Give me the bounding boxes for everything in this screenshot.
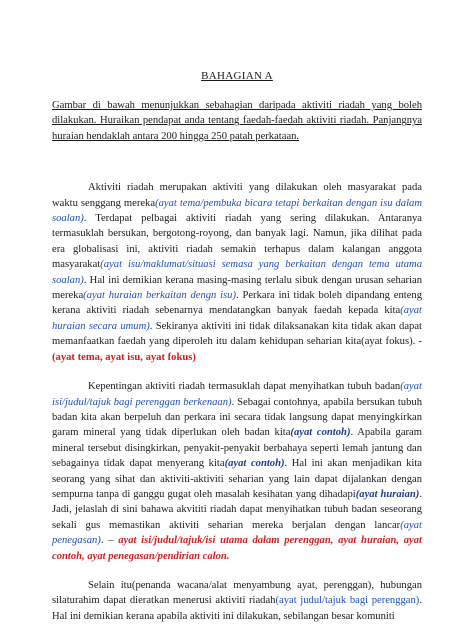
intro-text-5: . Sekiranya aktiviti ini tidak dilaksanakan kita tidak akan dapat memanfaatkan faedah yang diperoleh itu dalam kehidupan seharian kita(ayat fokus). - xyxy=(52,320,423,348)
section-heading: BAHAGIAN A xyxy=(201,70,273,82)
intro-note-3: (ayat huraian berkaitan dengn isu) xyxy=(83,290,237,302)
point1-text-1: Kepentingan aktiviti riadah termasuklah dapat menyihatkan tubuh badan xyxy=(88,381,401,393)
intro-note-1: (ayat tema/pembuka bicara tetapi berkaitan dengan isu dalam soalan) xyxy=(52,197,422,225)
point1-note-1: (ayat isi/judul/tajuk bagi perenggan berkenaan) xyxy=(52,381,422,408)
point1-text-3: . Apabila garam mineral tersebut disingkirkan, penyakit-penyakit berbahaya seperti lemah jantung dan sebagainya tidak dapat menyerang kita xyxy=(52,427,422,470)
point1-note-2: (ayat contoh) xyxy=(290,427,351,439)
paragraph-point-1 xyxy=(52,379,422,564)
point1-text-4: . Hal ini akan menjadikan kita seorang yang sihat dan aktiviti-aktiviti seharian yang lain dapat dijalankan dengan sempurna tanpa di ganggu gugat oleh masalah kesihatan yang dihadapi xyxy=(52,458,422,500)
point2-note-1: (ayat judul/tajuk bagi perenggan) xyxy=(275,595,420,607)
question-instruction: Gambar di bawah menunjukkan sebahagian daripada aktiviti riadah yang boleh dilakukan. Huraikan pendapat anda tentang faedah-faedah aktiviti riadah. Panjangnya huraian hendaklah antara 200 hingga 250 patah perkataan. xyxy=(52,100,422,142)
intro-note-2: (ayat isu/maklumat/situasi semasa yang berkaitan dengan tema utama soalan) xyxy=(52,259,422,286)
intro-text-3: . Hal ini demikian kerana masing-masing terlalu sibuk dengan urusan seharian mereka xyxy=(52,274,422,302)
point1-summary-note: ayat isi/judul/tajuk/isi utama dalam perenggan, ayat huraian, ayat contoh, ayat penegasan/pendirian calon. xyxy=(52,535,422,562)
intro-summary-note: (ayat tema, ayat isu, ayat fokus) xyxy=(52,351,196,363)
point2-text-1: Selain itu(penanda wacana/alat menyambung ayat, perenggan), hubungan silaturahim dapat dieratkan menerusi aktiviti riadah xyxy=(52,579,422,607)
paragraph-point-2 xyxy=(52,578,422,624)
point1-note-3: (ayat contoh) xyxy=(224,458,285,470)
point1-text-5: . Jadi, jelaslah di sini bahawa akvititi riadah dapat menyihatkan tubuh badan seseorang sekali gus memastikan aktiviti seharian mereka berjalan dengan lancar xyxy=(52,488,422,531)
point1-note-5: (ayat penegasan) xyxy=(52,519,422,547)
point1-text-2: . Sebagai contohnya, apabila bersukan tubuh badan kita akan berpeluh dan perkara ini secara tidak langsung dapat menyingkirkan garam mineral yang tidak diperlukan oleh badan kita xyxy=(52,396,422,439)
intro-text-2: . Terdapat pelbagai aktiviti riadah yang sering dilakukan. Antaranya termasuklah bersukan, bergotong-royong, dan banyak lagi. Namun, jika dilihat pada era globalisasi ini, aktiviti riadah semakin terhapus dalam kalangan anggota masyarakat xyxy=(52,213,422,271)
intro-text-4: . Perkara ini tidak boleh dipandang enteng kerana aktiviti riadah sebenarnya mendatangkan banyak faedah kepada kita xyxy=(52,290,422,317)
intro-text-1: Aktiviti riadah merupakan aktiviti yang dilakukan oleh masyarakat pada waktu senggang mereka xyxy=(52,182,422,209)
intro-note-4: (ayat huraian secara umum) xyxy=(52,305,422,332)
point2-text-2: . Hal ini demikian kerana apabila aktiviti ini dilakukan, sebilangan besar komuniti xyxy=(52,595,422,622)
point1-note-4: (ayat huraian) xyxy=(355,488,420,500)
paragraph-introduction xyxy=(52,180,422,365)
point1-text-6: . – xyxy=(100,535,119,547)
